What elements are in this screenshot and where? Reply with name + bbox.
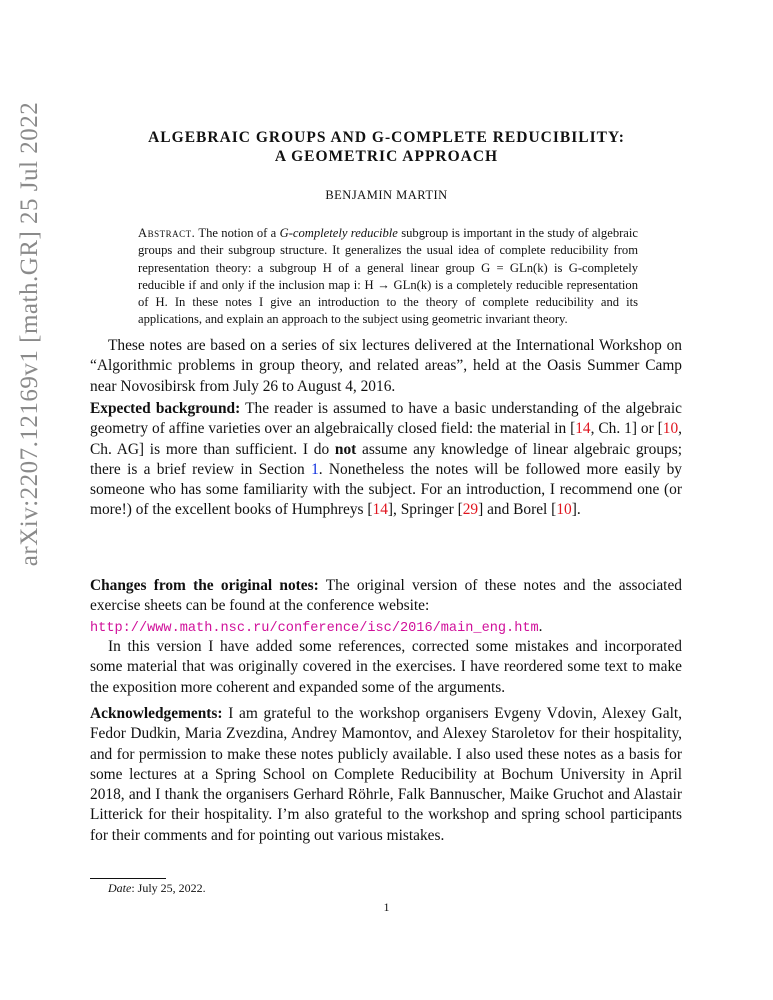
text: The reader is assumed to have a basic understanding of the algebraic geometry of affine varieties over an algebraically closed field: the material in [ xyxy=(90,400,682,438)
citation-link[interactable]: 10 xyxy=(556,501,572,519)
changes-paragraph xyxy=(90,576,682,639)
text: . Nonetheless the notes will be followed more easily by someone who has some familiarity with the subject. For an introduction, I recommend one (or more!) of the excellent books of Humphreys [ xyxy=(90,460,682,519)
changes-paragraph-2: In this version I have added some references, corrected some mistakes and incorporated some material that was originally covered in the exercises. I have reordered some text to make the exposition more coherent and expanded some of the arguments. xyxy=(90,638,682,696)
text: assume any knowledge of linear algebraic groups; there is a brief review in Section xyxy=(90,440,682,478)
acknowledgements-heading: Acknowledgements: xyxy=(90,705,223,722)
footnote-rule xyxy=(90,878,166,879)
page-number: 1 xyxy=(383,900,390,914)
text: ] and Borel [ xyxy=(478,501,557,519)
text: , Ch. 1] or [ xyxy=(590,420,663,438)
author: BENJAMIN MARTIN xyxy=(325,188,448,202)
background-heading: Expected background: xyxy=(90,400,241,417)
intro-paragraph: These notes are based on a series of six lectures delivered at the International Workshop on “Algorithmic problems in group theory, and related areas”, held at the Oasis Summer Camp near Novosibirsk from July 26 to August 4, 2016. xyxy=(90,337,682,395)
text: . xyxy=(538,617,543,635)
section-link[interactable]: 1 xyxy=(311,460,319,478)
text: , Ch. AG] is more than sufficient. I do xyxy=(90,420,682,458)
bold-text: not xyxy=(334,440,357,458)
footnote xyxy=(108,881,206,896)
text: ], Springer [ xyxy=(387,501,463,519)
citation-link[interactable]: 29 xyxy=(462,501,479,519)
title-line-1: ALGEBRAIC GROUPS AND G-COMPLETE REDUCIBILITY: xyxy=(148,129,625,146)
abstract-text: The notion of a xyxy=(195,226,280,240)
abstract-label: Abstract. xyxy=(138,226,196,240)
title-line-2: A GEOMETRIC APPROACH xyxy=(274,148,499,165)
footnote-label: Date xyxy=(108,881,132,895)
changes-heading: Changes from the original notes: xyxy=(90,577,319,594)
citation-link[interactable]: 10 xyxy=(662,420,679,438)
background-paragraph xyxy=(90,399,682,521)
abstract-text: subgroup is important in the study of algebraic groups and their subgroup structure. It generalizes the usual idea of complete reducibility from representation theory: a subgroup H of a general linear group G = GLn(k) is G-completely reducible if and only if the inclusion map i: H → GLn(k) is a completely reducible representation of H. In these notes I give an introduction to the theory of complete reducibility and its applications, and explain an approach to the subject using geometric invariant theory. xyxy=(138,226,638,327)
conference-url-link[interactable]: http://www.math.nsc.ru/conference/isc/2016/main_eng.htm xyxy=(90,620,539,636)
abstract xyxy=(138,225,638,329)
arxiv-stamp: arXiv:2207.12169v1 [math.GR] 25 Jul 2022 xyxy=(16,101,43,567)
text: I am grateful to the workshop organisers Evgeny Vdovin, Alexey Galt, Fedor Dudkin, Maria Zvezdina, Andrey Mamontov, and Alexey Staroletov for their hospitality, and for permission to make these notes publicly available. I also used these notes as a basis for some lectures at a Spring School on Complete Reducibility at Bochum University in April 2018, and I thank the organisers Gerhard Röhrle, Falk Bannuscher, Maike Gruchot and Alastair Litterick for their hospitality. I’m also grateful to the workshop and spring school participants for their comments and for pointing out various mistakes. xyxy=(90,705,682,844)
citation-link[interactable]: 14 xyxy=(575,420,591,438)
paper-title xyxy=(0,128,773,166)
text: ]. xyxy=(571,501,581,519)
text: The original version of these notes and the associated exercise sheets can be found at the conference website: xyxy=(90,577,682,615)
footnote-text: : July 25, 2022. xyxy=(131,881,206,895)
acknowledgements-paragraph xyxy=(90,704,682,846)
abstract-emphasis: G-completely reducible xyxy=(279,226,398,240)
citation-link[interactable]: 14 xyxy=(372,501,388,519)
